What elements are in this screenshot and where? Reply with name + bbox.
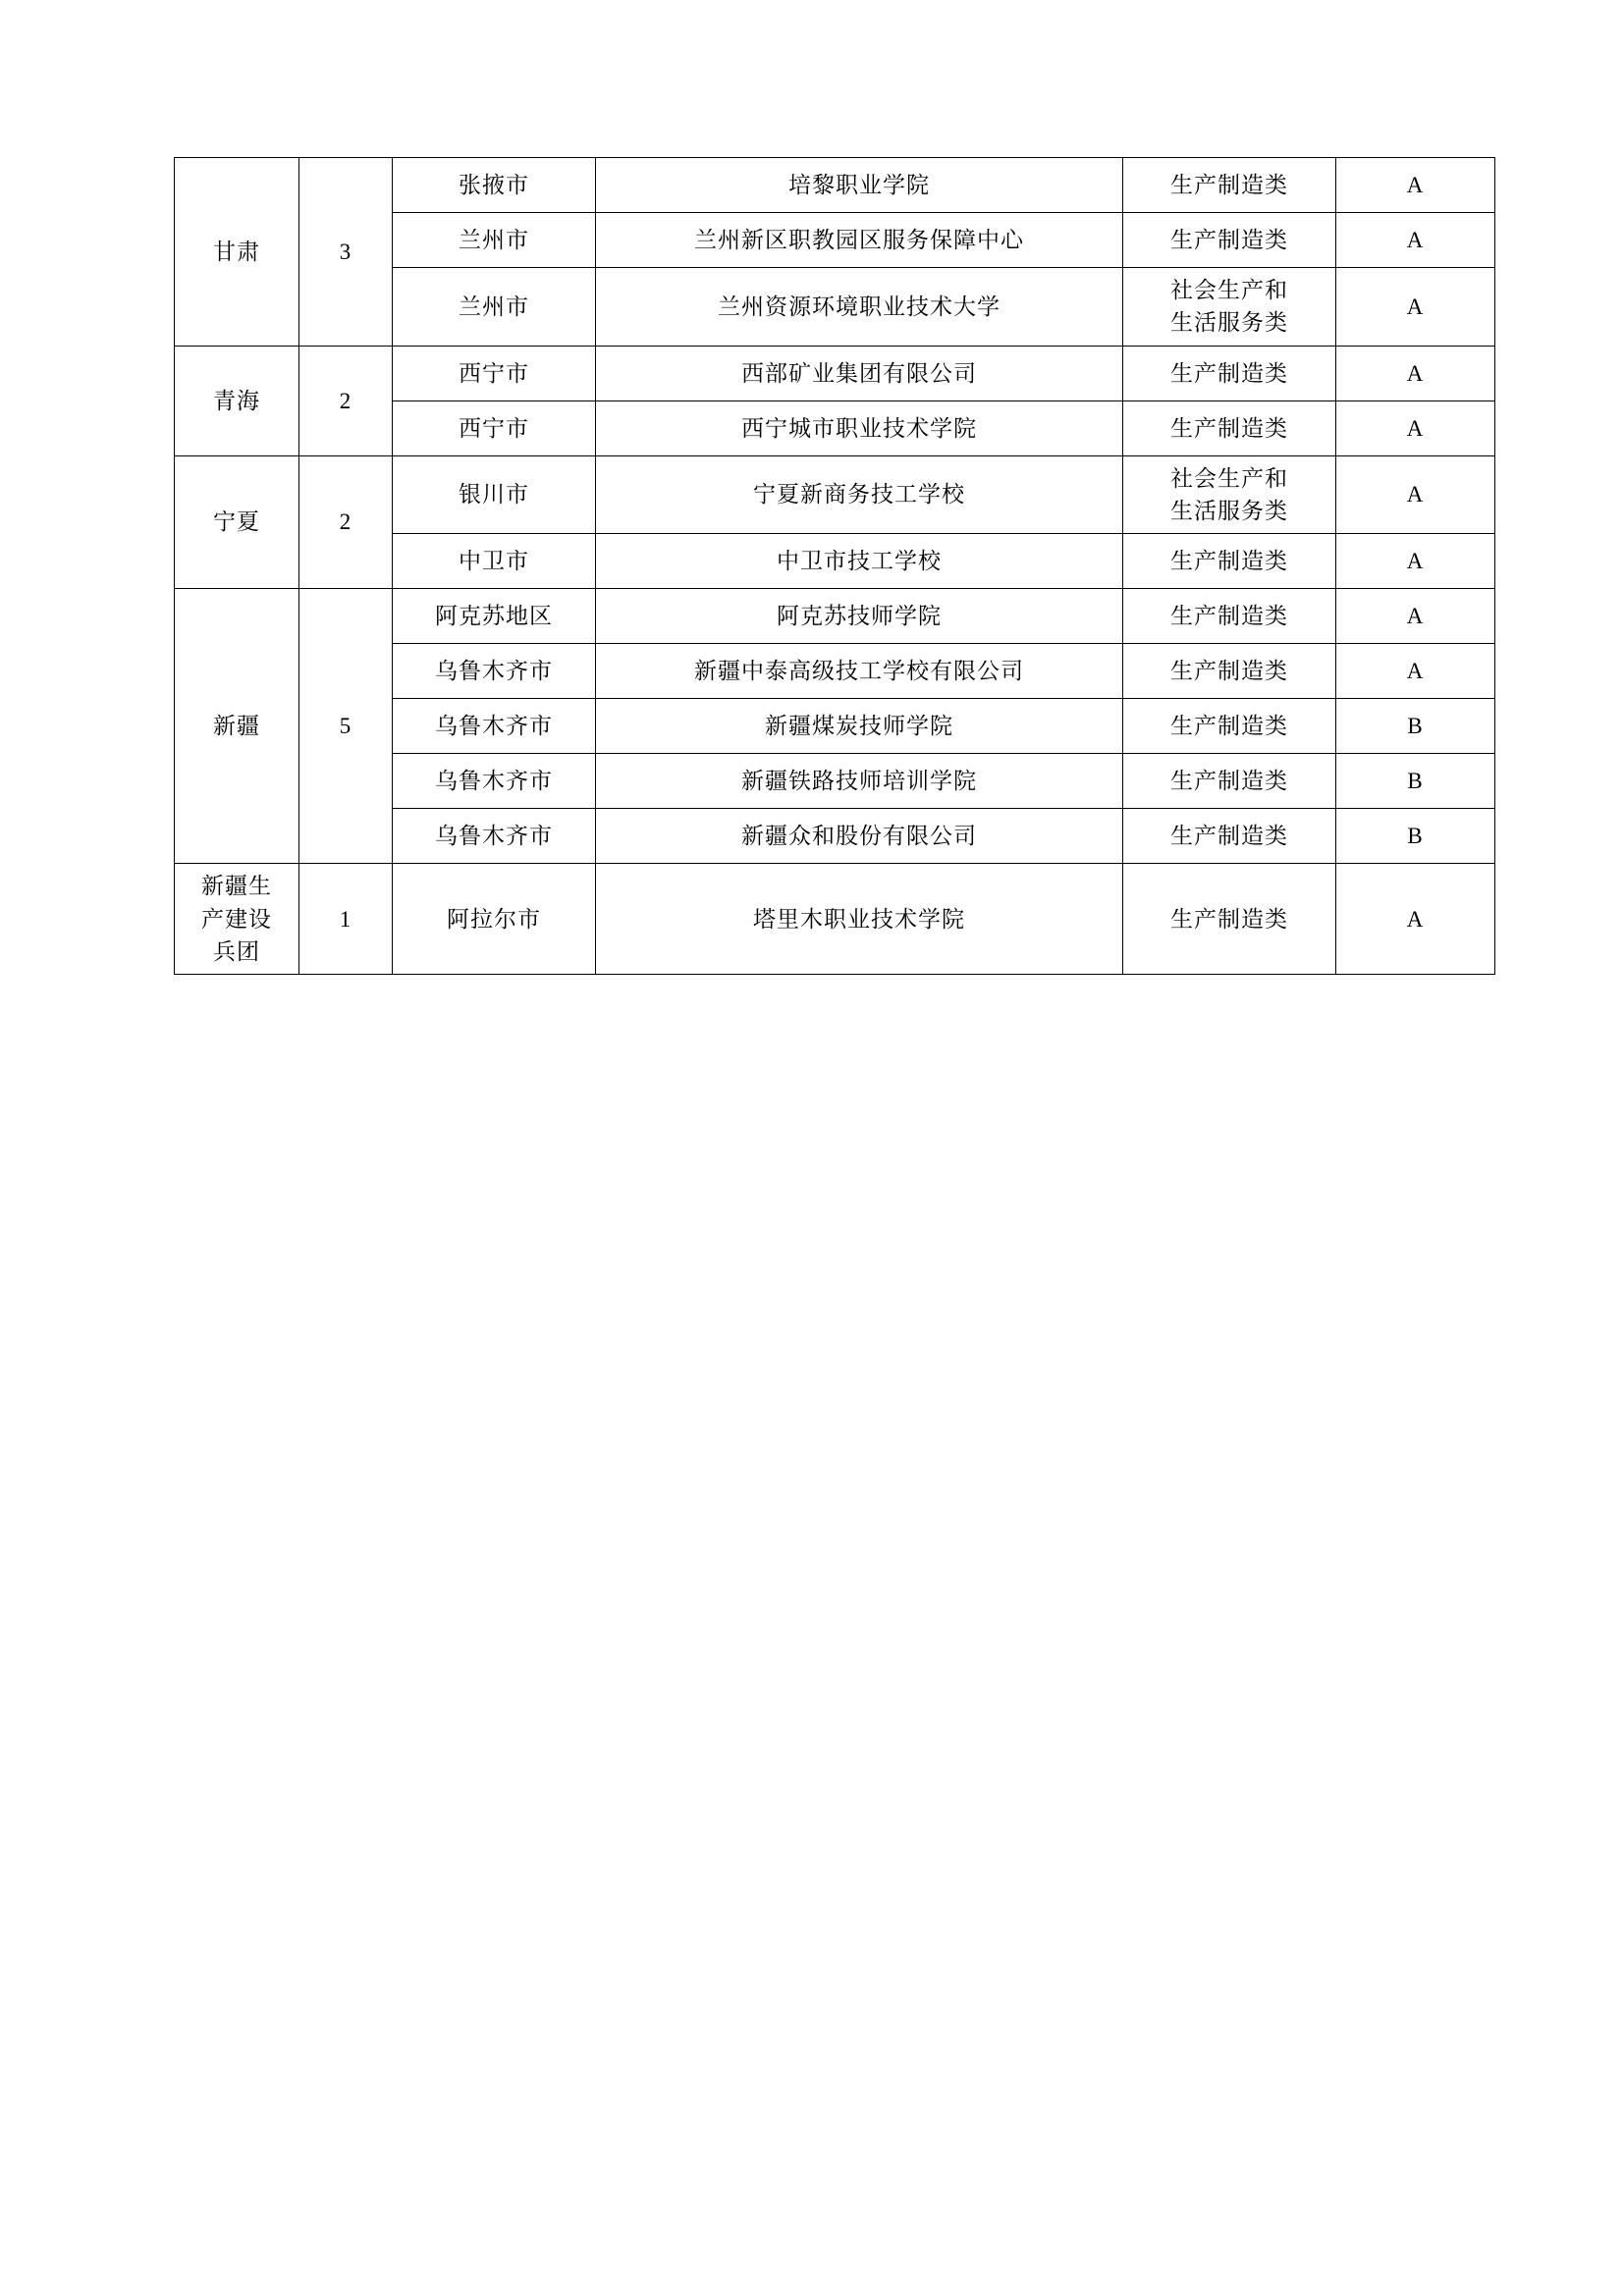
cell-city: 兰州市 bbox=[393, 268, 596, 347]
cell-grade: A bbox=[1336, 158, 1495, 213]
table-row bbox=[175, 455, 1495, 534]
cell-grade: A bbox=[1336, 644, 1495, 699]
cell-city: 乌鲁木齐市 bbox=[393, 754, 596, 809]
cell-count: 3 bbox=[299, 158, 393, 347]
cell-unit-name: 新疆铁路技师培训学院 bbox=[596, 754, 1123, 809]
cell-province-line: 兵团 bbox=[213, 939, 260, 965]
cell-category: 生产制造类 bbox=[1123, 699, 1336, 754]
cell-category: 生产制造类 bbox=[1123, 754, 1336, 809]
cell-category: 生产制造类 bbox=[1123, 400, 1336, 455]
cell-category-line: 生活服务类 bbox=[1170, 499, 1288, 524]
cell-city: 阿克苏地区 bbox=[393, 589, 596, 644]
cell-unit-name: 新疆煤炭技师学院 bbox=[596, 699, 1123, 754]
cell-city: 乌鲁木齐市 bbox=[393, 699, 596, 754]
cell-category-line: 生活服务类 bbox=[1170, 310, 1288, 336]
cell-unit-name: 宁夏新商务技工学校 bbox=[596, 455, 1123, 534]
cell-category: 生产制造类 bbox=[1123, 589, 1336, 644]
cell-province: 新疆 bbox=[175, 589, 299, 864]
cell-count: 5 bbox=[299, 589, 393, 864]
cell-province-line: 产建设 bbox=[201, 906, 272, 932]
cell-unit-name: 培黎职业学院 bbox=[596, 158, 1123, 213]
cell-unit-name: 兰州新区职教园区服务保障中心 bbox=[596, 213, 1123, 268]
cell-category: 生产制造类 bbox=[1123, 644, 1336, 699]
cell-city: 兰州市 bbox=[393, 213, 596, 268]
cell-unit-name: 塔里木职业技术学院 bbox=[596, 864, 1123, 975]
cell-unit-name: 中卫市技工学校 bbox=[596, 534, 1123, 589]
cell-category: 生产制造类 bbox=[1123, 534, 1336, 589]
cell-category: 生产制造类 bbox=[1123, 158, 1336, 213]
cell-city: 张掖市 bbox=[393, 158, 596, 213]
cell-province: 青海 bbox=[175, 346, 299, 455]
cell-city: 乌鲁木齐市 bbox=[393, 809, 596, 864]
table-container bbox=[174, 157, 1435, 975]
cell-category: 生产制造类 bbox=[1123, 864, 1336, 975]
cell-city: 西宁市 bbox=[393, 400, 596, 455]
table-row bbox=[175, 346, 1495, 400]
cell-grade: A bbox=[1336, 864, 1495, 975]
cell-grade: A bbox=[1336, 268, 1495, 347]
cell-category: 生产制造类 bbox=[1123, 346, 1336, 400]
cell-city: 银川市 bbox=[393, 455, 596, 534]
cell-province bbox=[175, 864, 299, 975]
cell-grade: B bbox=[1336, 754, 1495, 809]
table-row bbox=[175, 158, 1495, 213]
cell-unit-name: 西宁城市职业技术学院 bbox=[596, 400, 1123, 455]
cell-province-line: 新疆生 bbox=[201, 874, 272, 899]
cell-city: 阿拉尔市 bbox=[393, 864, 596, 975]
cell-unit-name: 兰州资源环境职业技术大学 bbox=[596, 268, 1123, 347]
table-row bbox=[175, 864, 1495, 975]
cell-category-line: 社会生产和 bbox=[1170, 465, 1288, 491]
cell-grade: A bbox=[1336, 400, 1495, 455]
units-table bbox=[174, 157, 1495, 975]
cell-province: 甘肃 bbox=[175, 158, 299, 347]
cell-city: 西宁市 bbox=[393, 346, 596, 400]
cell-grade: B bbox=[1336, 699, 1495, 754]
cell-province: 宁夏 bbox=[175, 455, 299, 589]
cell-grade: A bbox=[1336, 589, 1495, 644]
cell-category bbox=[1123, 455, 1336, 534]
cell-category: 生产制造类 bbox=[1123, 809, 1336, 864]
cell-city: 中卫市 bbox=[393, 534, 596, 589]
cell-count: 2 bbox=[299, 346, 393, 455]
cell-grade: A bbox=[1336, 213, 1495, 268]
cell-grade: A bbox=[1336, 534, 1495, 589]
table-row bbox=[175, 589, 1495, 644]
cell-unit-name: 西部矿业集团有限公司 bbox=[596, 346, 1123, 400]
cell-count: 1 bbox=[299, 864, 393, 975]
cell-unit-name: 新疆众和股份有限公司 bbox=[596, 809, 1123, 864]
cell-count: 2 bbox=[299, 455, 393, 589]
cell-category: 生产制造类 bbox=[1123, 213, 1336, 268]
cell-category bbox=[1123, 268, 1336, 347]
cell-unit-name: 阿克苏技师学院 bbox=[596, 589, 1123, 644]
cell-unit-name: 新疆中泰高级技工学校有限公司 bbox=[596, 644, 1123, 699]
cell-grade: B bbox=[1336, 809, 1495, 864]
cell-grade: A bbox=[1336, 455, 1495, 534]
cell-grade: A bbox=[1336, 346, 1495, 400]
cell-city: 乌鲁木齐市 bbox=[393, 644, 596, 699]
cell-category-line: 社会生产和 bbox=[1170, 278, 1288, 302]
